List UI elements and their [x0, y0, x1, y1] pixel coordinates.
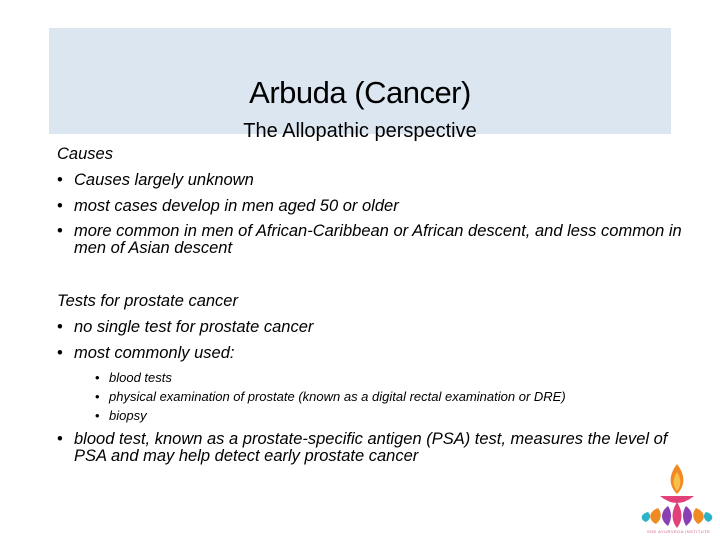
tests-heading: Tests for prostate cancer	[57, 292, 238, 310]
spacer	[57, 262, 682, 288]
sub-list-item: • blood tests	[95, 368, 682, 387]
slide-title: Arbuda (Cancer)	[249, 75, 471, 110]
sub-list-item: • physical examination of prostate (known as a digital rectal examination or DRE)	[95, 387, 682, 406]
causes-heading: Causes	[57, 145, 113, 163]
list-item: • most cases develop in men aged 50 or older	[57, 193, 682, 219]
slide-subtitle: The Allopathic perspective	[243, 120, 477, 142]
tests-list-continued	[57, 427, 682, 470]
list-item: • no single test for prostate cancer	[57, 314, 682, 340]
list-item: • blood test, known as a prostate-specific antigen (PSA) test, measures the level of PSA and may help detect early prostate cancer	[57, 427, 682, 470]
logo-caption: SHE AYURVEDA INSTITUTE	[647, 529, 711, 534]
tests-sublist	[95, 368, 682, 425]
list-item: • more common in men of African-Caribbean or African descent, and less common in men of Asian descent	[57, 219, 682, 262]
causes-list	[57, 167, 682, 262]
list-item: • Causes largely unknown	[57, 167, 682, 193]
list-item: • most commonly used:	[57, 340, 682, 366]
title-band	[49, 28, 671, 142]
sub-list-item: • biopsy	[95, 406, 682, 425]
slide-body	[57, 141, 682, 470]
tests-list	[57, 314, 682, 366]
